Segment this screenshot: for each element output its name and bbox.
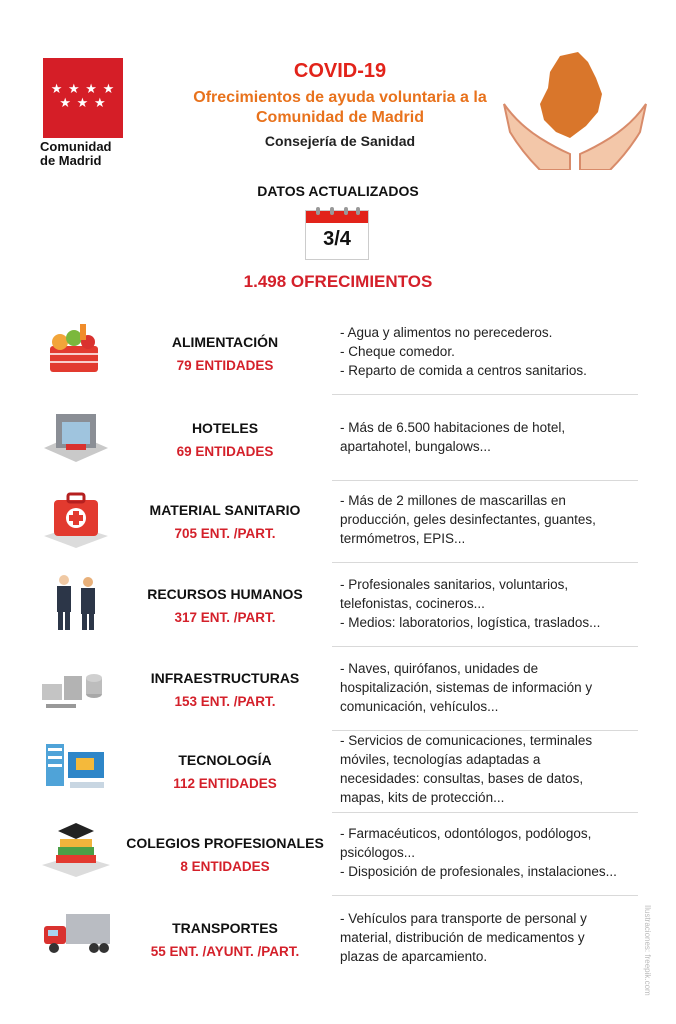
logo-stars: ★ ★ ★ ★ ★ ★ ★ xyxy=(50,81,116,110)
food-basket-icon xyxy=(36,318,116,384)
category-name: HOTELES xyxy=(191,420,259,436)
category-count: 79 ENTIDADES xyxy=(176,358,274,373)
category-name: RECURSOS HUMANOS xyxy=(147,586,303,602)
description-line: psicólogos... xyxy=(340,845,416,860)
description-line: hospitalización, sistemas de información y xyxy=(340,680,593,695)
category-description xyxy=(340,731,640,807)
calendar-ring xyxy=(316,207,320,215)
description-line: necesidades: consultas, bases de datos, xyxy=(340,771,584,786)
description-line: - Reparto de comida a centros sanitarios. xyxy=(340,363,587,378)
category-name: TECNOLOGÍA xyxy=(178,752,272,768)
description-line: - Profesionales sanitarios, voluntarios, xyxy=(340,577,569,592)
category-description xyxy=(340,824,640,881)
category-count: 69 ENTIDADES xyxy=(176,444,274,459)
logo-text-line-2: de Madrid xyxy=(40,153,102,168)
description-line: termómetros, EPIS... xyxy=(340,531,466,546)
category-name: INFRAESTRUCTURAS xyxy=(150,670,300,686)
calendar-ring xyxy=(330,207,334,215)
category-description xyxy=(340,418,640,456)
department-name: Consejería de Sanidad xyxy=(264,133,416,149)
description-line: apartahotel, bungalows... xyxy=(340,439,491,454)
row-divider xyxy=(332,895,638,896)
subtitle-line-1: Ofrecimientos de ayuda voluntaria a la xyxy=(193,89,487,106)
logo-text xyxy=(40,140,130,168)
description-line: producción, geles desinfectantes, guantes, xyxy=(340,512,596,527)
image-credit: Ilustraciones: freepik.com xyxy=(643,905,652,996)
category-description xyxy=(340,659,640,716)
category-count: 8 ENTIDADES xyxy=(180,859,270,874)
category-name: COLEGIOS PROFESIONALES xyxy=(126,835,324,851)
page-title: COVID-19 xyxy=(293,60,387,82)
truck-icon xyxy=(36,904,116,970)
row-divider xyxy=(332,646,638,647)
calendar-icon xyxy=(305,210,369,260)
description-line: material, distribución de medicamentos y xyxy=(340,930,585,945)
updated-label: DATOS ACTUALIZADOS xyxy=(257,183,419,199)
logo-text-line-1: Comunidad xyxy=(40,139,112,154)
infrastructure-icon xyxy=(36,654,116,720)
calendar-ring xyxy=(356,207,360,215)
category-description xyxy=(340,323,640,380)
technology-icon xyxy=(36,736,116,802)
description-line: móviles, tecnologías adaptadas a xyxy=(340,752,541,767)
description-line: - Más de 6.500 habitaciones de hotel, xyxy=(340,420,566,435)
category-description xyxy=(340,491,640,548)
row-divider xyxy=(332,480,638,481)
people-icon xyxy=(36,570,116,636)
calendar-ring xyxy=(344,207,348,215)
category-name: ALIMENTACIÓN xyxy=(171,334,279,350)
category-count: 705 ENT. /PART. xyxy=(174,526,276,541)
comunidad-madrid-logo xyxy=(43,58,123,138)
description-line: - Agua y alimentos no perecederos. xyxy=(340,325,553,340)
category-description xyxy=(340,575,640,632)
hotel-icon xyxy=(36,404,116,470)
madrid-map-hands-icon xyxy=(500,48,650,170)
description-line: - Más de 2 millones de mascarillas en xyxy=(340,493,566,508)
page-subtitle xyxy=(140,88,540,128)
category-count: 55 ENT. /AYUNT. /PART. xyxy=(150,944,300,959)
description-line: comunicación, vehículos... xyxy=(340,699,499,714)
category-name: TRANSPORTES xyxy=(172,920,278,936)
subtitle-line-2: Comunidad de Madrid xyxy=(256,109,424,126)
graduation-books-icon xyxy=(36,819,116,885)
category-count: 112 ENTIDADES xyxy=(173,776,277,791)
description-line: - Medios: laboratorios, logística, traslados... xyxy=(340,615,601,630)
description-line: telefonistas, cocineros... xyxy=(340,596,485,611)
description-line: - Cheque comedor. xyxy=(340,344,455,359)
row-divider xyxy=(332,394,638,395)
description-line: mapas, kits de protección... xyxy=(340,790,505,805)
category-name: MATERIAL SANITARIO xyxy=(149,502,301,518)
total-offers: 1.498 OFRECIMIENTOS xyxy=(243,272,433,291)
description-line: - Vehículos para transporte de personal y xyxy=(340,911,587,926)
first-aid-kit-icon xyxy=(36,486,116,552)
description-line: - Servicios de comunicaciones, terminales xyxy=(340,733,593,748)
category-count: 317 ENT. /PART. xyxy=(174,610,276,625)
description-line: - Farmacéuticos, odontólogos, podólogos, xyxy=(340,826,592,841)
row-divider xyxy=(332,562,638,563)
update-date: 3/4 xyxy=(323,228,351,250)
row-divider xyxy=(332,812,638,813)
description-line: - Disposición de profesionales, instalaciones... xyxy=(340,864,617,879)
category-description xyxy=(340,909,640,966)
category-count: 153 ENT. /PART. xyxy=(174,694,276,709)
description-line: - Naves, quirófanos, unidades de xyxy=(340,661,539,676)
description-line: plazas de aparcamiento. xyxy=(340,949,488,964)
